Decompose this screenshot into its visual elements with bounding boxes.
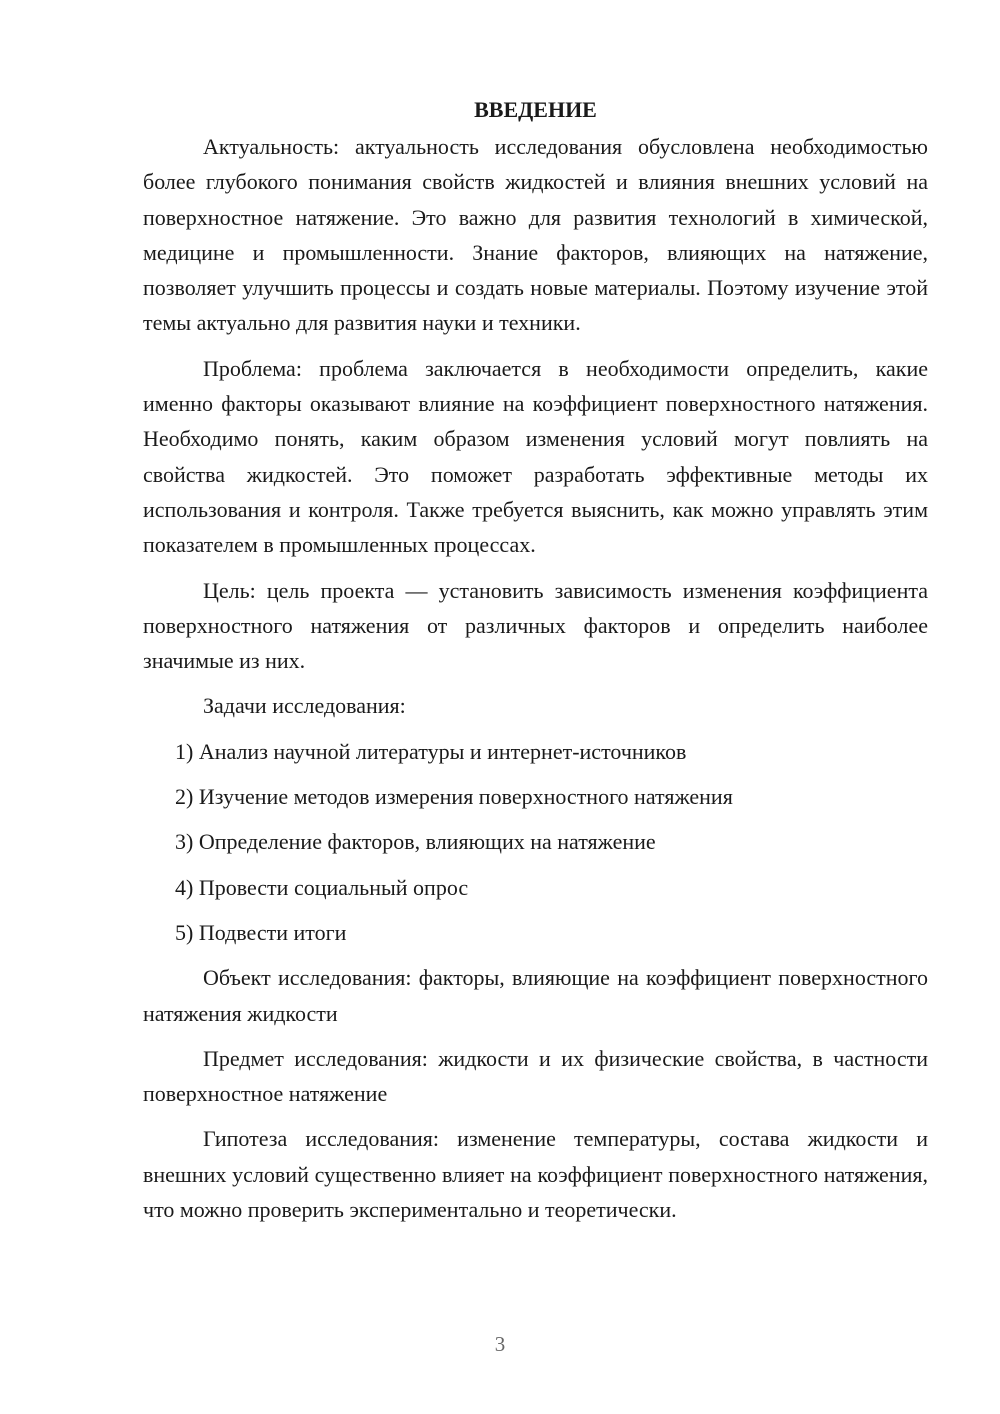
object-paragraph: Объект исследования: факторы, влияющие на коэффициент поверхностного натяжения жидкости <box>143 965 928 1026</box>
task-item: 5) Подвести итоги <box>175 919 347 945</box>
hypothesis-paragraph: Гипотеза исследования: изменение температуры, состава жидкости и внешних условий существенно влияет на коэффициент поверхностного натяжения, что можно проверить экспериментально и теоретически. <box>143 1126 928 1223</box>
task-item: 2) Изучение методов измерения поверхностного натяжения <box>175 784 733 810</box>
task-item: 3) Определение факторов, влияющих на натяжение <box>175 829 656 855</box>
task-item: 1) Анализ научной литературы и интернет-источников <box>175 738 687 764</box>
page-number: 3 <box>494 1332 506 1356</box>
subject-paragraph: Предмет исследования: жидкости и их физические свойства, в частности поверхностное натяжение <box>143 1045 928 1107</box>
relevance-paragraph: Актуальность: актуальность исследования обусловлена необходимостью более глубокого понимания свойств жидкостей и влияния внешних условий на поверхностное натяжение. Это важно для развития технологий в химической, медицине и промышленности. Знание факторов, влияющих на натяжение, позволяет улучшить процессы и создать новые материалы. Поэтому изучение этой темы актуально для развития науки и техники. <box>143 134 928 336</box>
tasks-heading: Задачи исследования: <box>203 693 406 719</box>
task-list <box>143 734 928 950</box>
document-page <box>143 92 928 1237</box>
task-item: 4) Провести социальный опрос <box>175 874 469 900</box>
problem-paragraph: Проблема: проблема заключается в необходимости определить, какие именно факторы оказывают влияние на коэффициент поверхностного натяжения. Необходимо понять, каким образом изменения условий могут повлиять на свойства жидкостей. Это поможет разработать эффективные методы их использования и контроля. Также требуется выяснить, как можно управлять этим показателем в промышленных процессах. <box>143 355 928 558</box>
goal-paragraph: Цель: цель проекта — установить зависимость изменения коэффициента поверхностного натяжения от различных факторов и определить наиболее значимые из них. <box>143 577 928 674</box>
page-title: ВВЕДЕНИЕ <box>474 97 597 122</box>
